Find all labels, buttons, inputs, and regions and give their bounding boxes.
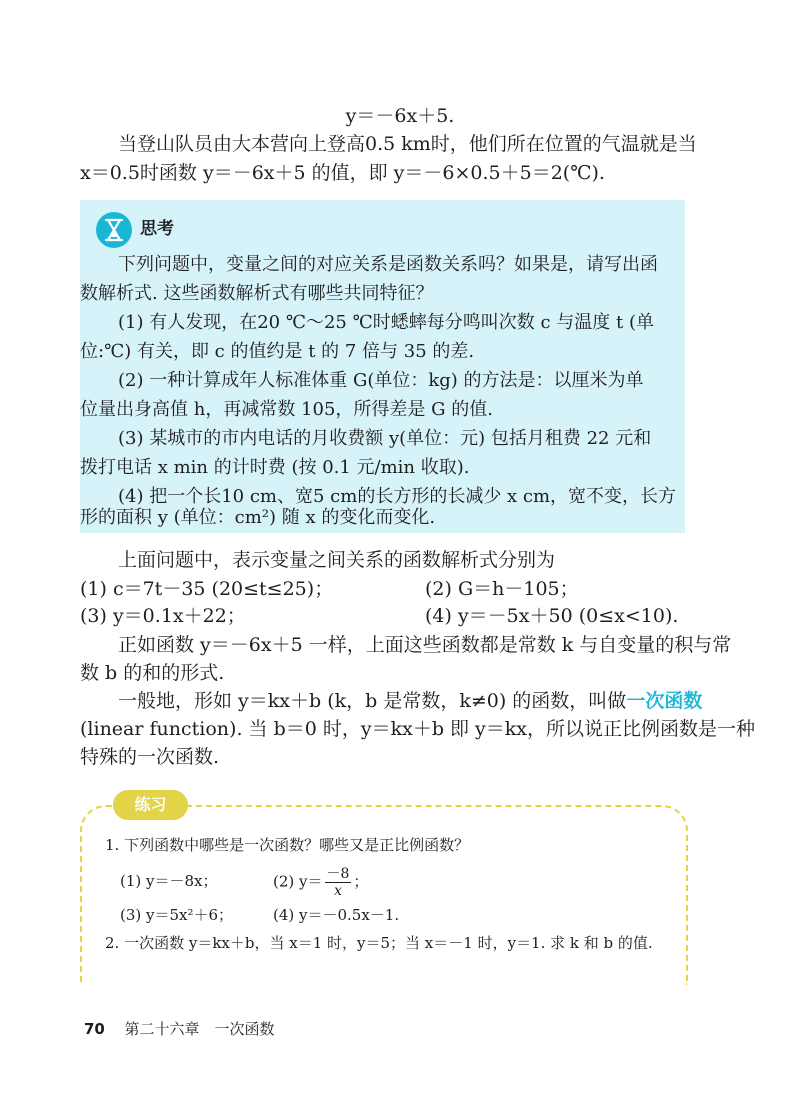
keyword-linear-function: 一次函数 — [626, 690, 703, 712]
think-q3-line-2: 拨打电话 x min 的计时费 (按 0.1 元/min 收取). — [80, 457, 470, 478]
hourglass-icon — [96, 212, 132, 248]
think-q4-line-1: (4) 把一个长10 cm、宽5 cm的长方形的长减少 x cm，宽不变，长方 — [118, 486, 677, 507]
think-intro-line-2: 数解析式. 这些函数解析式有哪些共同特征？ — [80, 283, 434, 304]
paragraph-2-line-2: 数 b 的和的形式. — [80, 662, 225, 684]
formula-line: y＝－6x＋5. — [345, 105, 455, 127]
practice-label: 练习 — [113, 790, 188, 820]
think-q2-line-1: (2) 一种计算成年人标准体重 G(单位：kg) 的方法是：以厘米为单 — [118, 370, 644, 391]
answer-3: (3) y＝0.1x＋22； — [80, 605, 246, 627]
think-q4-line-2: 形的面积 y (单位：cm²) 随 x 的变化而变化. — [80, 507, 436, 528]
paragraph-3-line-1 — [118, 686, 702, 716]
think-q2-line-2: 位量出身高值 h，再减常数 105，所得差是 G 的值. — [80, 399, 493, 420]
think-box — [80, 200, 685, 533]
page-number: 70 — [84, 1020, 105, 1038]
think-q1-line-2: 位:℃) 有关，即 c 的值约是 t 的 7 倍与 35 的差. — [80, 341, 475, 362]
practice-question-2: 2. 一次函数 y＝kx＋b，当 x＝1 时，y＝5；当 x＝－1 时，y＝1. 求 k 和 b 的值. — [105, 934, 653, 952]
option-2-suffix: ； — [353, 872, 369, 891]
paragraph-3-line-2: (linear function). 当 b＝0 时，y＝kx＋b 即 y＝kx，所以说正比例函数是一种 — [80, 718, 756, 740]
fraction-denominator: x — [334, 883, 342, 899]
answer-4: (4) y＝－5x＋50 (0≤x<10). — [425, 605, 679, 627]
paragraph-2-line-1: 正如函数 y＝－6x＋5 一样，上面这些函数都是常数 k 与自变量的积与常 — [118, 634, 732, 656]
practice-option-2 — [273, 866, 368, 899]
paragraph-1-line-2: x＝0.5时函数 y＝－6x＋5 的值，即 y＝－6×0.5＋5＝2(℃). — [80, 162, 605, 184]
practice-option-1: (1) y＝－8x； — [120, 872, 218, 890]
page-footer — [84, 1017, 274, 1041]
fraction-numerator: －8 — [326, 866, 350, 882]
paragraph-3-line-3: 特殊的一次函数. — [80, 746, 220, 768]
practice-option-4: (4) y＝－0.5x－1. — [273, 906, 400, 924]
paragraph-1-line-1: 当登山队员由大本营向上登高0.5 km时，他们所在位置的气温就是当 — [118, 133, 697, 155]
think-q1-line-1: (1) 有人发现，在20 ℃～25 ℃时蟋蟀每分鸣叫次数 c 与温度 t (单 — [118, 312, 654, 333]
think-title: 思考 — [140, 219, 174, 239]
chapter-title: 第二十六章 一次函数 — [124, 1020, 275, 1038]
answer-2: (2) G＝h－105； — [425, 578, 579, 600]
option-2-prefix: (2) y＝ — [273, 872, 323, 891]
paragraph-3-text: 一般地，形如 y＝kx＋b (k，b 是常数，k≠0) 的函数，叫做 — [118, 690, 627, 712]
practice-question-1: 1. 下列函数中哪些是一次函数？哪些又是正比例函数？ — [105, 836, 470, 854]
answers-intro: 上面问题中，表示变量之间关系的函数解析式分别为 — [118, 549, 556, 571]
think-intro-line-1: 下列问题中，变量之间的对应关系是函数关系吗？如果是，请写出函 — [118, 254, 658, 275]
fraction — [325, 866, 352, 899]
answer-1: (1) c＝7t－35 (20≤t≤25)； — [80, 578, 334, 600]
practice-option-3: (3) y＝5x²＋6； — [120, 906, 234, 924]
think-q3-line-1: (3) 某城市的市内电话的月收费额 y(单位：元) 包括月租费 22 元和 — [118, 428, 652, 449]
